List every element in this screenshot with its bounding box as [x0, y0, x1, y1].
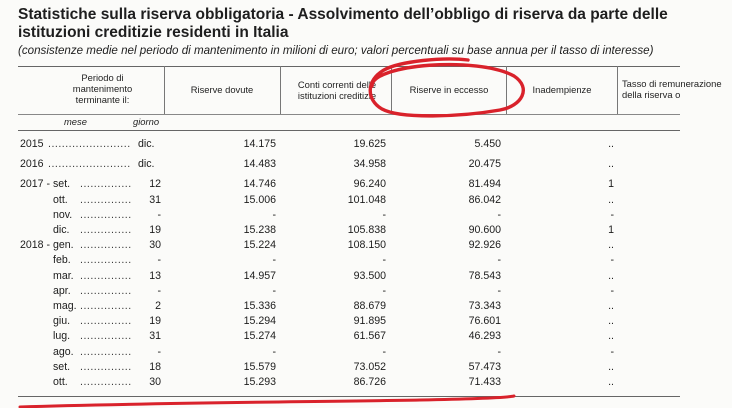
cell-day: -	[157, 284, 161, 297]
cell-riserve-eccesso: 86.042	[468, 193, 501, 206]
cell-conti-correnti: 108.150	[347, 239, 386, 252]
cell-month: ott.	[53, 193, 68, 206]
cell-riserve-eccesso: 73.343	[468, 300, 501, 312]
cell-riserve-dovute: 15.274	[243, 330, 276, 343]
cell-day: 19	[149, 315, 161, 328]
cell-riserve-eccesso: -	[497, 208, 501, 221]
cell-conti-correnti: 19.625	[353, 138, 386, 150]
cell-riserve-dovute: -	[272, 284, 276, 297]
cell-inadempienze: -	[610, 254, 614, 267]
cell-riserve-dovute: 15.238	[243, 224, 276, 236]
cell-day: 12	[149, 178, 161, 191]
cell-inadempienze: ..	[608, 193, 614, 206]
cell-inadempienze: ..	[608, 330, 614, 343]
cell-inadempienze: 1	[608, 224, 614, 236]
cell-leader: ...............	[80, 284, 132, 297]
header-riserve-dovute: Riserve dovute	[190, 84, 254, 95]
cell-leader: ...............	[80, 376, 132, 388]
cell-riserve-eccesso: 46.293	[468, 330, 501, 343]
cell-conti-correnti: -	[382, 284, 386, 297]
cell-riserve-dovute: 15.579	[243, 360, 276, 373]
cell-inadempienze: ..	[608, 269, 614, 282]
cell-leader: ...............	[80, 254, 132, 267]
subheader-giorno: giorno	[133, 116, 160, 127]
cell-year: 2015	[20, 138, 44, 150]
page-title: Statistiche sulla riserva obbligatoria - Assolvimento dell’obbligo di riserva da parte delle istituzioni creditizie residenti in Italia	[18, 6, 668, 41]
cell-conti-correnti: -	[382, 345, 386, 358]
cell-conti-correnti: 96.240	[353, 178, 386, 191]
cell-leader: ...............	[80, 330, 132, 343]
cell-conti-correnti: 86.726	[353, 376, 386, 388]
cell-riserve-dovute: 15.224	[243, 239, 276, 252]
cell-leader: ...............	[80, 345, 132, 358]
cell-riserve-dovute: 14.175	[243, 138, 276, 150]
cell-leader: ...............	[80, 269, 132, 282]
cell-riserve-dovute: -	[272, 345, 276, 358]
cell-inadempienze: ..	[608, 376, 614, 388]
cell-leader: ...............	[80, 193, 132, 206]
cell-month: mar.	[53, 269, 74, 282]
cell-day: -	[157, 254, 161, 267]
header-inadempienze: Inadempienze	[532, 84, 592, 95]
cell-month: dic.	[53, 224, 70, 236]
cell-conti-correnti: 91.895	[353, 315, 386, 328]
cell-riserve-eccesso: 71.433	[468, 376, 501, 388]
cell-riserve-eccesso: 20.475	[468, 158, 501, 171]
cell-month: gen.	[53, 239, 74, 252]
cell-day: 31	[149, 193, 161, 206]
header-riserve-eccesso: Riserve in eccesso	[409, 84, 489, 95]
cell-riserve-dovute: -	[272, 208, 276, 221]
cell-riserve-dovute: 15.006	[243, 193, 276, 206]
cell-month: set.	[53, 360, 71, 373]
circle-annotation	[370, 59, 523, 116]
subheader-mese: mese	[64, 116, 87, 127]
cell-leader: ...............	[80, 300, 132, 312]
cell-inadempienze: ..	[608, 158, 614, 171]
cell-leader: ...............	[80, 224, 132, 236]
cell-leader: ...............	[80, 239, 132, 252]
cell-conti-correnti: 105.838	[347, 224, 386, 236]
cell-day: 30	[149, 376, 161, 388]
cell-leader: ...............	[80, 208, 132, 221]
cell-leader: ...............	[80, 360, 132, 373]
cell-year: 2017 -	[20, 178, 51, 191]
cell-leader: ...............	[80, 178, 132, 191]
cell-conti-correnti: 73.052	[353, 360, 386, 373]
cell-riserve-eccesso: 57.473	[468, 360, 501, 373]
cell-riserve-eccesso: -	[497, 345, 501, 358]
cell-conti-correnti: 61.567	[353, 330, 386, 343]
cell-day: dic.	[138, 158, 155, 171]
cell-month: mag.	[53, 300, 77, 312]
underline-annotation	[20, 396, 514, 407]
cell-month: apr.	[53, 284, 71, 297]
cell-year: 2016	[20, 158, 44, 171]
cell-conti-correnti: 88.679	[353, 300, 386, 312]
cell-inadempienze: ..	[608, 239, 614, 252]
cell-month: nov.	[53, 208, 73, 221]
cell-riserve-eccesso: 78.543	[468, 269, 501, 282]
cell-inadempienze: -	[610, 284, 614, 297]
cell-riserve-dovute: -	[272, 254, 276, 267]
cell-inadempienze: ..	[608, 315, 614, 328]
cell-riserve-dovute: 14.957	[243, 269, 276, 282]
cell-riserve-eccesso: -	[497, 254, 501, 267]
cell-riserve-eccesso: 90.600	[468, 224, 501, 236]
cell-day: 13	[149, 269, 161, 282]
cell-month: ott.	[53, 376, 68, 388]
cell-inadempienze: ..	[608, 138, 614, 150]
cell-leader: ........................	[48, 158, 131, 171]
cell-conti-correnti: -	[382, 254, 386, 267]
cell-conti-correnti: 34.958	[353, 158, 386, 171]
cell-month: giu.	[53, 315, 71, 328]
cell-riserve-eccesso: 5.450	[474, 138, 501, 150]
header-periodo: Periodo di mantenimento terminante il:	[72, 72, 133, 105]
cell-riserve-eccesso: 81.494	[468, 178, 501, 191]
cell-day: dic.	[138, 138, 155, 150]
cell-riserve-dovute: 15.294	[243, 315, 276, 328]
cell-conti-correnti: 93.500	[353, 269, 386, 282]
cell-inadempienze: ..	[608, 300, 614, 312]
cell-month: feb.	[53, 254, 71, 267]
cell-riserve-eccesso: -	[497, 284, 501, 297]
cell-riserve-dovute: 15.293	[243, 376, 276, 388]
cell-day: 31	[149, 330, 161, 343]
cell-leader: ...............	[80, 315, 132, 328]
cell-riserve-dovute: 14.483	[243, 158, 276, 171]
cell-leader: ........................	[48, 138, 131, 150]
cell-day: 2	[155, 300, 161, 312]
cell-inadempienze: 1	[608, 178, 614, 191]
cell-riserve-dovute: 14.746	[243, 178, 276, 191]
cell-day: 18	[149, 360, 161, 373]
page-subtitle: (consistenze medie nel periodo di mantenimento in milioni di euro; valori percentuali su base annua per il tasso di interesse)	[18, 44, 654, 57]
cell-riserve-dovute: 15.336	[243, 300, 276, 312]
cell-day: -	[157, 345, 161, 358]
cell-inadempienze: -	[610, 208, 614, 221]
cell-conti-correnti: -	[382, 208, 386, 221]
cell-year: 2018 -	[20, 239, 51, 252]
cell-riserve-eccesso: 92.926	[468, 239, 501, 252]
cell-inadempienze: -	[610, 345, 614, 358]
cell-inadempienze: ..	[608, 360, 614, 373]
cell-conti-correnti: 101.048	[347, 193, 386, 206]
cell-month: lug.	[53, 330, 71, 343]
cell-month: ago.	[53, 345, 74, 358]
cell-day: 19	[149, 224, 161, 236]
cell-day: -	[157, 208, 161, 221]
cell-month: set.	[53, 178, 71, 191]
cell-day: 30	[149, 239, 161, 252]
header-conti-correnti: Conti correnti delle istituzioni creditizie	[297, 79, 377, 101]
cell-riserve-eccesso: 76.601	[468, 315, 501, 328]
header-tasso: Tasso di remunerazione della riserva o	[622, 78, 722, 100]
